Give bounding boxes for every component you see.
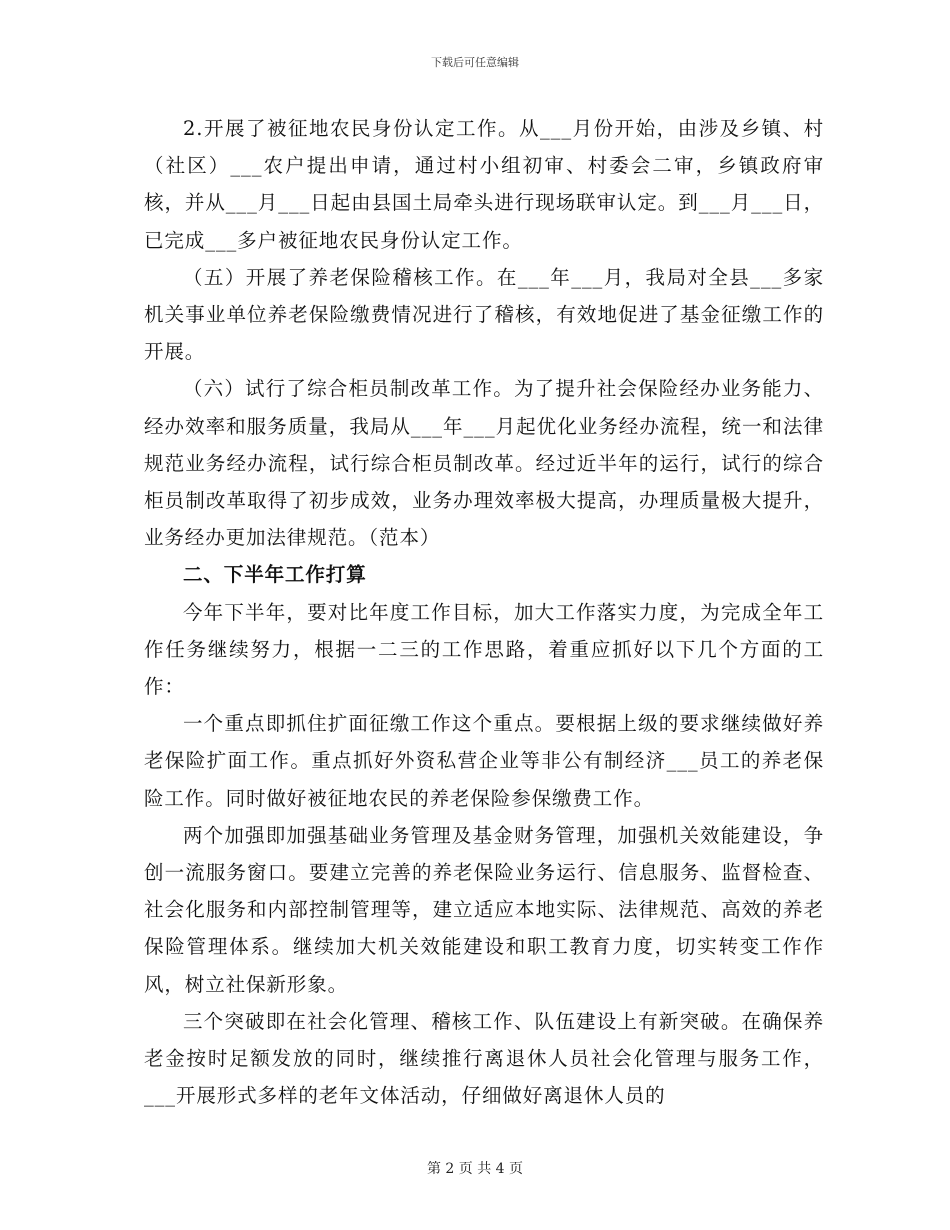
paragraph-one-focus: 一个重点即抓住扩面征缴工作这个重点。要根据上级的要求继续做好养老保险扩面工作。重点抓好外资私营企业等非公有制经济___员工的养老保险工作。同时做好被征地农民的养老保险参保缴费工作。 <box>144 712 824 810</box>
page-number-footer: 第 2 页 共 4 页 <box>426 1161 524 1177</box>
section-heading-second-half-plan: 二、下半年工作打算 <box>183 563 367 587</box>
paragraph-three-breakthroughs: 三个突破即在社会化管理、稽核工作、队伍建设上有新突破。在确保养老金按时足额发放的同时，继续推行离退休人员社会化管理与服务工作，___开展形式多样的老年文体活动，仔细做好离退休人员的 <box>144 1009 824 1108</box>
page-header-note: 下载后可任意编辑 <box>431 56 519 69</box>
document-body <box>144 110 824 1114</box>
paragraph-plan-intro: 今年下半年，要对比年度工作目标，加大工作落实力度，为完成全年工作任务继续努力，根据一二三的工作思路，着重应抓好以下几个方面的工作： <box>144 600 824 699</box>
paragraph-land-identification: 2.开展了被征地农民身份认定工作。从___月份开始，由涉及乡镇、村（社区）___农户提出申请，通过村小组初审、村委会二审，乡镇政府审核，并从___月___日起由县国土局牵头进行现场联审认定。到___月___日，已完成___多户被征地农民身份认定工作。 <box>144 117 824 252</box>
paragraph-two-strengthen: 两个加强即加强基础业务管理及基金财务管理，加强机关效能建设，争创一流服务窗口。要建立完善的养老保险业务运行、信息服务、监督检查、社会化服务和内部控制管理等，建立适应本地实际、法律规范、高效的养老保险管理体系。继续加大机关效能建设和职工教育力度，切实转变工作作风，树立社保新形象。 <box>144 823 824 996</box>
paragraph-audit-work: （五）开展了养老保险稽核工作。在___年___月，我局对全县___多家机关事业单位养老保险缴费情况进行了稽核，有效地促进了基金征缴工作的开展。 <box>144 265 824 364</box>
paragraph-counter-reform: （六）试行了综合柜员制改革工作。为了提升社会保险经办业务能力、经办效率和服务质量，我局从___年___月起优化业务经办流程，统一和法律规范业务经办流程，试行综合柜员制改革。经过近半年的运行，试行的综合柜员制改革取得了初步成效，业务办理效率极大提高，办理质量极大提升，业务经办更加法律规范。（范本） <box>144 377 824 550</box>
